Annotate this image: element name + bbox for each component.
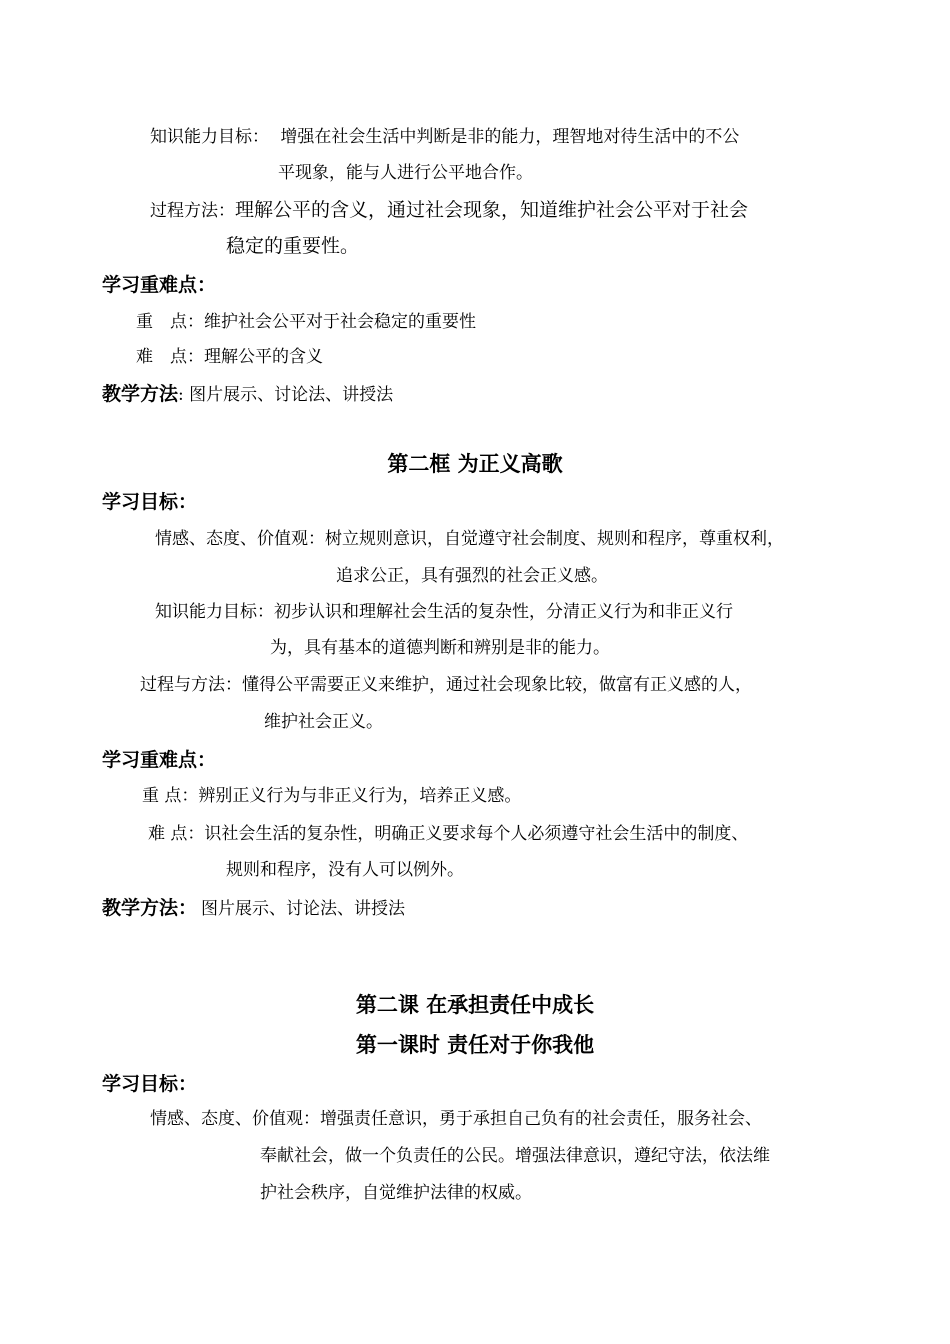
process-method-text: 过程与方法：懂得公平需要正义来维护，通过社会现象比较，做富有正义感的人， xyxy=(140,675,752,695)
difficult-point: 难 点：识社会生活的复杂性，明确正义要求每个人必须遵守社会生活中的制度、 xyxy=(148,824,749,844)
learning-goals-heading: 学习目标： xyxy=(102,491,198,513)
teaching-method-text: 图片展示、讨论法、讲授法 xyxy=(201,899,406,919)
knowledge-goal-text: 增强在社会生活中判断是非的能力，理智地对待生活中的不公 xyxy=(280,127,740,147)
key-point: 重 点：维护社会公平对于社会稳定的重要性 xyxy=(136,312,476,332)
teaching-method-label: 教学方法： xyxy=(102,897,198,919)
process-method-continuation: 稳定的重要性。 xyxy=(226,235,360,257)
process-method-continuation: 维护社会正义。 xyxy=(264,712,383,732)
teaching-method-text: : 图片展示、讨论法、讲授法 xyxy=(178,385,394,405)
emotion-goal-continuation: 奉献社会，做一个负责任的公民。增强法律意识，遵纪守法，依法维 xyxy=(260,1146,770,1166)
knowledge-goal-label: 知识能力目标： xyxy=(150,127,269,147)
teaching-method-line xyxy=(102,383,393,406)
emotion-goal-text: 情感、态度、价值观：增强责任意识，勇于承担自己负有的社会责任，服务社会、 xyxy=(150,1109,762,1129)
knowledge-goal-continuation: 为，具有基本的道德判断和辨别是非的能力。 xyxy=(270,638,610,658)
key-point: 重 点：辨别正义行为与非正义行为，培养正义感。 xyxy=(142,786,522,806)
knowledge-goal-continuation: 平现象，能与人进行公平地合作。 xyxy=(278,163,533,183)
emotion-goal-continuation-2: 护社会秩序，自觉维护法律的权威。 xyxy=(260,1183,532,1203)
teaching-method-label: 教学方法 xyxy=(102,383,179,405)
learning-goals-heading: 学习目标： xyxy=(102,1073,198,1095)
process-method-label: 过程方法： xyxy=(150,201,235,221)
process-method-line xyxy=(150,199,748,222)
key-difficulty-heading: 学习重难点： xyxy=(102,749,217,771)
knowledge-goal-text: 知识能力目标：初步认识和理解社会生活的复杂性，分清正义行为和非正义行 xyxy=(155,602,733,622)
section-title: 第二框 为正义高歌 xyxy=(387,452,563,476)
emotion-goal-continuation: 追求公正，具有强烈的社会正义感。 xyxy=(336,566,608,586)
lesson-title: 第二课 在承担责任中成长 xyxy=(355,993,595,1017)
period-title: 第一课时 责任对于你我他 xyxy=(355,1033,595,1057)
key-difficulty-heading: 学习重难点： xyxy=(102,274,217,296)
difficult-point: 难 点：理解公平的含义 xyxy=(136,347,323,367)
difficult-point-continuation: 规则和程序，没有人可以例外。 xyxy=(226,860,464,880)
process-method-text: 理解公平的含义，通过社会现象，知道维护社会公平对于社会 xyxy=(235,199,749,221)
teaching-method-line xyxy=(102,897,405,920)
knowledge-goal-line xyxy=(150,126,739,148)
emotion-goal-text: 情感、态度、价值观：树立规则意识，自觉遵守社会制度、规则和程序，尊重权利， xyxy=(155,529,784,549)
